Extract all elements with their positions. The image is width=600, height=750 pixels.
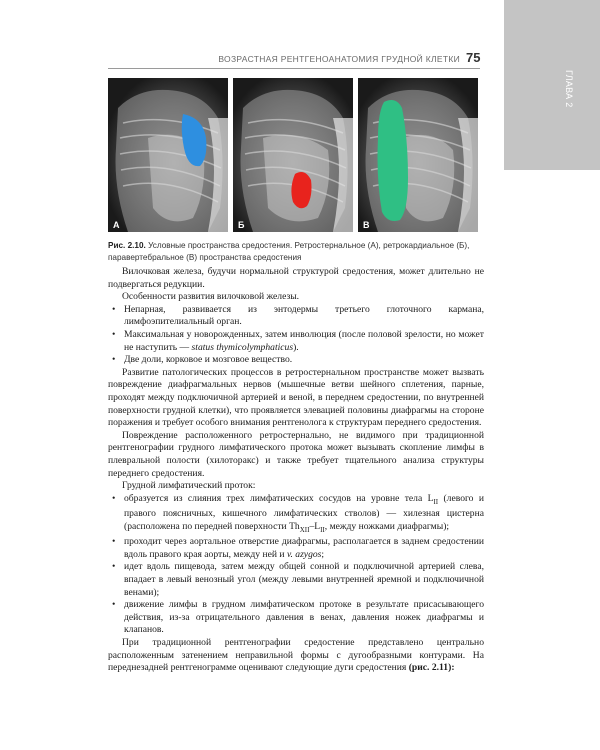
paravertebral-space-highlight xyxy=(378,100,409,221)
figure-reference: (рис. 2.11) xyxy=(408,662,452,674)
italic-term: status thymicolymphaticus xyxy=(191,341,294,353)
xray-image-c xyxy=(358,78,478,232)
xray-image-a xyxy=(108,78,228,232)
paragraph-6: При традиционной рентгенографии средостение представлено центрально расположенным затенением неправильной формы с дугообразными контурами. На переднезадней рентгенограмме оценивают следующие дуги средостения (рис. 2.11): xyxy=(108,637,484,674)
list-item: • образуется из слияния трех лимфатических сосудов на уровне тела $L_{II}$ (левого и правого поясничных, кишечного лимфатических стволов) — хилезная цистерна (расположена по передней поверхности $Th_{XII}-L_{II}$, между ножками диафрагмы); xyxy=(108,493,484,537)
panel-label-c: В xyxy=(363,220,370,230)
thymus-features-list xyxy=(108,304,484,367)
retrocardiac-space-highlight xyxy=(291,172,311,208)
body-text xyxy=(108,266,484,675)
panel-label-a: А xyxy=(113,220,120,230)
xray-panel-c xyxy=(358,78,478,232)
paragraph-3: Развитие патологических процессов в ретростернальном пространстве может вызвать повреждение диафрагмальных нервов (мышечные ветви шейного сплетения, парные, проходят между подключичной артерией и веной, в переднем средостении, по внутренней поверхности грудной клетки), что проявляется элевацией половины диафрагмы на стороне поражения и требует особого внимания рентгенолога к структурам переднего средостения. xyxy=(108,366,484,429)
xray-panel-a xyxy=(108,78,228,232)
paragraph-1: Вилочковая железа, будучи нормальной структурой средостения, может длительно не подвергаться редукции. xyxy=(108,266,484,290)
xray-panel-b xyxy=(233,78,353,232)
caption-text: Условные пространства средостения. Ретростернальное (А), ретрокардиальное (Б), паравертебральное (В) пространства средостения xyxy=(108,241,470,262)
figure-caption xyxy=(108,240,486,263)
chapter-tab-label: ГЛАВА 2 xyxy=(564,70,574,108)
list-item: • Максимальная у новорожденных, затем инволюция (после половой зрелости, но может не наступить — status thymicolymphaticus). xyxy=(108,329,484,354)
list-item: • Две доли, корковое и мозговое вещество. xyxy=(108,354,484,367)
list-item: • проходит через аортальное отверстие диафрагмы, располагается в заднем средостении вдоль правого края аорты, между ней и v. azygos; xyxy=(108,536,484,561)
xray-image-b xyxy=(233,78,353,232)
list-item: • движение лимфы в грудном лимфатическом протоке в результате присасывающего действия, из-за отрицательного давления в венах, давления ножек диафрагмы и клапанов. xyxy=(108,599,484,637)
paragraph-2: Особенности развития вилочковой железы. xyxy=(122,291,300,303)
paragraph-5: Грудной лимфатический проток: xyxy=(122,480,256,492)
header-rule xyxy=(108,68,480,69)
list-item: • идет вдоль пищевода, затем между общей сонной и подключичной артерией слева, впадает в левый венозный угол (между левыми внутренней яремной и подключичной венами); xyxy=(108,561,484,599)
running-head: ВОЗРАСТНАЯ РЕНТГЕНОАНАТОМИЯ ГРУДНОЙ КЛЕТКИ xyxy=(218,54,460,64)
paragraph-4: Повреждение расположенного ретростернально, не видимого при традиционной рентгенографии грудного лимфатического протока может вызывать скопление лимфы в плевральной полости (хилоторакс) и также требует тщательного анализа структуры переднего средостения. xyxy=(108,429,484,479)
list-item: • Непарная, развивается из энтодермы третьего глоточного кармана, лимфоэпителиальный орган. xyxy=(108,304,484,329)
page-number: 75 xyxy=(466,50,481,65)
caption-number: Рис. 2.10. xyxy=(108,241,146,250)
chapter-side-tab xyxy=(504,0,600,170)
thoracic-duct-list xyxy=(108,493,484,637)
panel-label-b: Б xyxy=(238,220,245,230)
